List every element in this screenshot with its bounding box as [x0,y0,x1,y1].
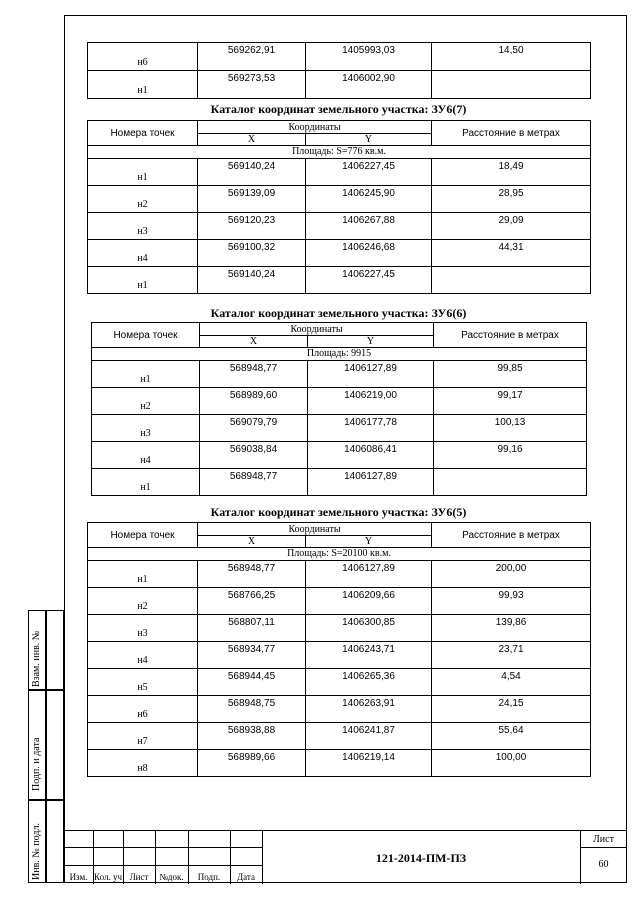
table-row [88,723,591,750]
table-row [88,669,591,696]
table-row [88,588,591,615]
point-cell: н1 [88,561,198,588]
point-cell: н4 [88,240,198,267]
header-coordinates: Координаты [198,121,432,134]
header-row [88,523,591,536]
header-y: Y [306,536,432,548]
distance-cell: 99,16 [434,442,587,469]
side-label-vzam: Взам. инв. № [31,630,42,687]
point-cell: н3 [88,213,198,240]
stamp-ndok: №док. [159,872,184,882]
header-y: Y [306,134,432,146]
point-cell: н3 [88,615,198,642]
table-row [92,361,587,388]
catalog-title: Каталог координат земельного участка: ЗУ6(6) [210,306,467,320]
table-row [92,442,587,469]
header-y: Y [308,336,434,348]
x-cell: 568948,75 [198,696,306,723]
y-cell: 1406086,41 [308,442,434,469]
table-row [88,186,591,213]
point-cell: н2 [88,588,198,615]
y-cell: 1406263,91 [306,696,432,723]
table-row [88,213,591,240]
x-cell: 568948,77 [198,561,306,588]
side-label-podp: Подп. и дата [31,737,42,791]
point-cell: н7 [88,723,198,750]
stamp-kol: Кол. уч [94,872,122,882]
table-row [92,415,587,442]
header-x: X [198,536,306,548]
y-cell: 1406267,88 [306,213,432,240]
stamp-data: Дата [237,872,255,882]
distance-cell [434,469,587,496]
y-cell: 1406265,36 [306,669,432,696]
area-row [88,548,591,561]
x-cell: 568948,77 [200,469,308,496]
y-cell: 1406227,45 [306,159,432,186]
side-field-box [46,610,64,690]
catalog-title: Каталог координат земельного участка: ЗУ6(7) [210,102,467,116]
area-cell: Площадь: S=776 кв.м. [88,146,591,159]
stamp-podp: Подп. [197,872,221,882]
x-cell: 569038,84 [200,442,308,469]
y-cell: 1406227,45 [306,267,432,294]
y-cell: 1406219,14 [306,750,432,777]
sheet-number: 60 [598,859,609,870]
side-label-box [28,690,46,800]
x-cell: 569273,53 [198,71,306,99]
distance-cell: 99,93 [432,588,591,615]
table-row [88,561,591,588]
document-code: 121-2014-ПМ-ПЗ [375,851,467,865]
x-cell: 568989,60 [200,388,308,415]
point-cell: н1 [88,71,198,99]
point-cell: н5 [88,669,198,696]
y-cell: 1406241,87 [306,723,432,750]
table-row [88,43,591,71]
point-cell: н1 [88,267,198,294]
point-cell: н6 [88,43,198,71]
header-distance: Расстояние в метрах [432,523,591,548]
point-cell: н1 [92,469,200,496]
area-row [92,348,587,361]
y-cell: 1406246,68 [306,240,432,267]
x-cell: 569139,09 [198,186,306,213]
x-cell: 568944,45 [198,669,306,696]
y-cell: 1406219,00 [308,388,434,415]
point-cell: н1 [92,361,200,388]
distance-cell: 23,71 [432,642,591,669]
table-row [88,642,591,669]
x-cell: 568766,25 [198,588,306,615]
distance-cell: 99,17 [434,388,587,415]
point-cell: н2 [88,186,198,213]
area-row [88,146,591,159]
point-cell: н1 [88,159,198,186]
table-row [88,696,591,723]
table-row [88,240,591,267]
area-cell: Площадь: S=20100 кв.м. [88,548,591,561]
x-cell: 569079,79 [200,415,308,442]
distance-cell: 28,95 [432,186,591,213]
table-row [88,615,591,642]
header-coordinates: Координаты [198,523,432,536]
distance-cell: 24,15 [432,696,591,723]
y-cell: 1406177,78 [308,415,434,442]
point-cell: н4 [92,442,200,469]
point-cell: н3 [92,415,200,442]
header-points: Номера точек [88,523,198,548]
table-row [88,71,591,99]
side-label-box [28,800,46,883]
coordinates-table [87,522,591,777]
x-cell: 568948,77 [200,361,308,388]
distance-cell: 139,86 [432,615,591,642]
header-x: X [200,336,308,348]
x-cell: 568934,77 [198,642,306,669]
y-cell: 1405993,03 [306,43,432,71]
side-field-box [46,800,64,883]
y-cell: 1406243,71 [306,642,432,669]
x-cell: 569100,32 [198,240,306,267]
point-cell: н6 [88,696,198,723]
distance-cell: 29,09 [432,213,591,240]
distance-cell: 4,54 [432,669,591,696]
distance-cell [432,267,591,294]
y-cell: 1406002,90 [306,71,432,99]
table-row [88,267,591,294]
distance-cell: 200,00 [432,561,591,588]
title-block [64,830,627,884]
header-x: X [198,134,306,146]
sheet-label: Лист [593,834,614,845]
distance-cell: 55,64 [432,723,591,750]
header-points: Номера точек [88,121,198,146]
table-row [92,388,587,415]
distance-cell: 44,31 [432,240,591,267]
table-row [92,469,587,496]
distance-cell: 14,50 [432,43,591,71]
distance-cell [432,71,591,99]
area-cell: Площадь: 9915 [92,348,587,361]
coordinates-table [87,120,591,294]
side-label-box [28,610,46,690]
x-cell: 568938,88 [198,723,306,750]
x-cell: 569120,23 [198,213,306,240]
distance-cell: 18,49 [432,159,591,186]
distance-cell: 100,00 [432,750,591,777]
table-row [88,750,591,777]
side-field-box [46,690,64,800]
y-cell: 1406127,89 [308,469,434,496]
x-cell: 569262,91 [198,43,306,71]
point-cell: н4 [88,642,198,669]
stamp-izm: Изм. [69,872,88,882]
distance-cell: 99,85 [434,361,587,388]
point-cell: н2 [92,388,200,415]
y-cell: 1406209,66 [306,588,432,615]
stamp-list: Лист [129,872,149,882]
header-points: Номера точек [92,323,200,348]
side-label-inv: Инв. № подл. [31,823,42,880]
x-cell: 568989,66 [198,750,306,777]
point-cell: н8 [88,750,198,777]
table-row [88,159,591,186]
distance-cell: 100,13 [434,415,587,442]
y-cell: 1406127,89 [308,361,434,388]
header-distance: Расстояние в метрах [432,121,591,146]
y-cell: 1406300,85 [306,615,432,642]
header-distance: Расстояние в метрах [434,323,587,348]
x-cell: 569140,24 [198,159,306,186]
x-cell: 568807,11 [198,615,306,642]
header-row [92,323,587,336]
y-cell: 1406127,89 [306,561,432,588]
header-coordinates: Координаты [200,323,434,336]
y-cell: 1406245,90 [306,186,432,213]
continuation-table [87,42,591,99]
catalog-title: Каталог координат земельного участка: ЗУ6(5) [210,505,467,519]
x-cell: 569140,24 [198,267,306,294]
coordinates-table [91,322,587,496]
header-row [88,121,591,134]
